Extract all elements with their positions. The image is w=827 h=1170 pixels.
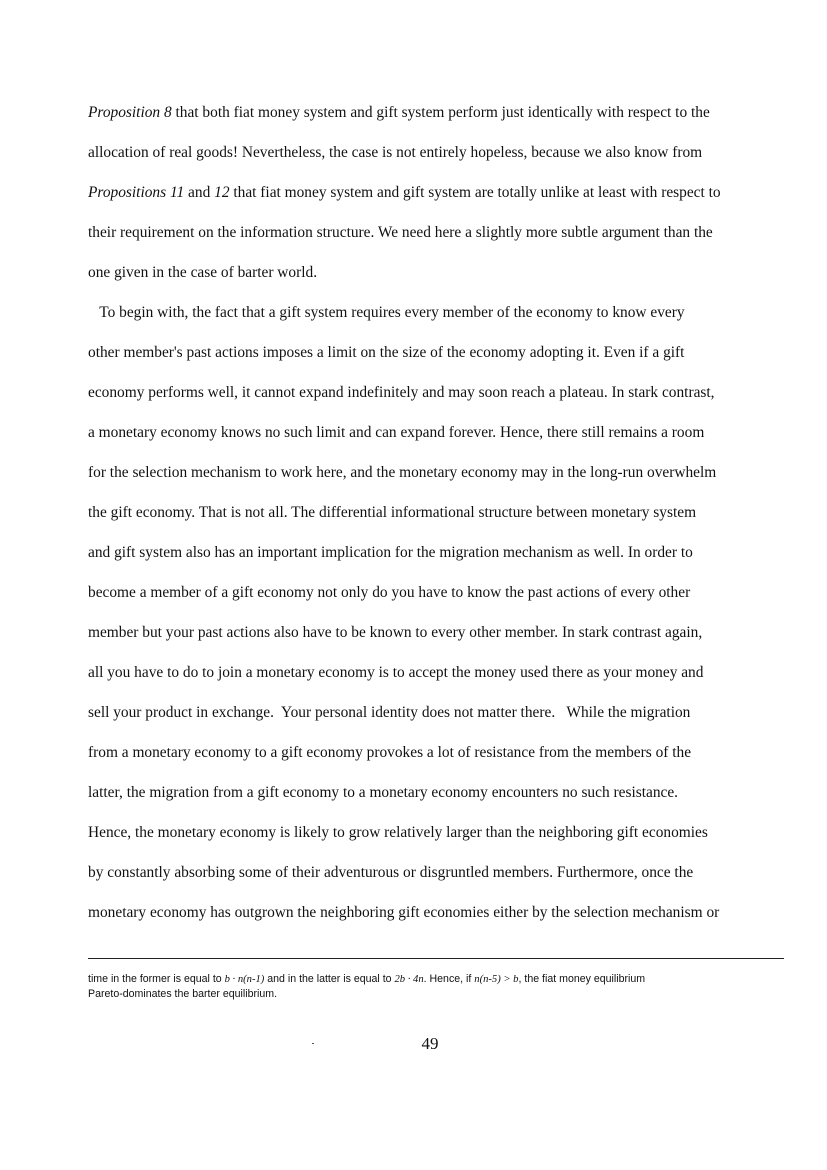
footnote-separator [88, 958, 784, 959]
proposition-reference: Propositions 11 [88, 184, 185, 201]
text-line: Propositions 11 and 12 that fiat money system and gift system are totally unlike at least with respect to [88, 184, 721, 201]
text-line: economy performs well, it cannot expand indefinitely and may soon reach a plateau. In stark contrast, [88, 384, 715, 401]
footnote-line: Pareto-dominates the barter equilibrium. [88, 988, 278, 1000]
text-line: become a member of a gift economy not only do you have to know the past actions of every other [88, 584, 691, 601]
body-text [88, 93, 788, 933]
text-line: by constantly absorbing some of their adventurous or disgruntled members. Furthermore, once the [88, 864, 694, 881]
page-number: 49 [421, 1034, 439, 1053]
text-line: Proposition 8 that both fiat money system and gift system perform just identically with respect to the [88, 104, 710, 121]
footnote-math: b · n(n-1) [224, 974, 265, 985]
text-line: a monetary economy knows no such limit and can expand forever. Hence, there still remains a room [88, 424, 705, 441]
proposition-reference: 12 [214, 184, 230, 201]
text-line: latter, the migration from a gift economy to a monetary economy encounters no such resistance. [88, 784, 679, 801]
text-line: Hence, the monetary economy is likely to grow relatively larger than the neighboring gift economies [88, 824, 708, 841]
proposition-reference: Proposition 8 [88, 104, 172, 121]
text-line: monetary economy has outgrown the neighboring gift economies either by the selection mechanism or [88, 904, 720, 921]
footnote-line: time in the former is equal to b · n(n-1) and in the latter is equal to 2b · 4n. Hence, if n(n-5) > b, the fiat money equilibrium [88, 973, 646, 985]
footnote-math: 2b · 4n [394, 974, 424, 985]
footnote [88, 972, 788, 1002]
text-line: all you have to do to join a monetary economy is to accept the money used there as your money and [88, 664, 704, 681]
text-line: allocation of real goods! Nevertheless, the case is not entirely hopeless, because we also know from [88, 144, 703, 161]
text-line: and gift system also has an important implication for the migration mechanism as well. In order to [88, 544, 693, 561]
text-line: the gift economy. That is not all. The differential informational structure between monetary system [88, 504, 697, 521]
text-line: for the selection mechanism to work here, and the monetary economy may in the long-run overwhelm [88, 464, 717, 481]
text-line: one given in the case of barter world. [88, 264, 318, 281]
text-line: member but your past actions also have to be known to every other member. In stark contrast again, [88, 624, 703, 641]
footnote-math: n(n-5) > b [474, 974, 519, 985]
text-line: their requirement on the information structure. We need here a slightly more subtle argument than the [88, 224, 713, 241]
text-line: sell your product in exchange. Your personal identity does not matter there. While the migration [88, 704, 691, 721]
text-line: To begin with, the fact that a gift system requires every member of the economy to know every [88, 304, 685, 321]
text-line: from a monetary economy to a gift economy provokes a lot of resistance from the members of the [88, 744, 692, 761]
text-line: other member's past actions imposes a limit on the size of the economy adopting it. Even if a gift [88, 344, 685, 361]
